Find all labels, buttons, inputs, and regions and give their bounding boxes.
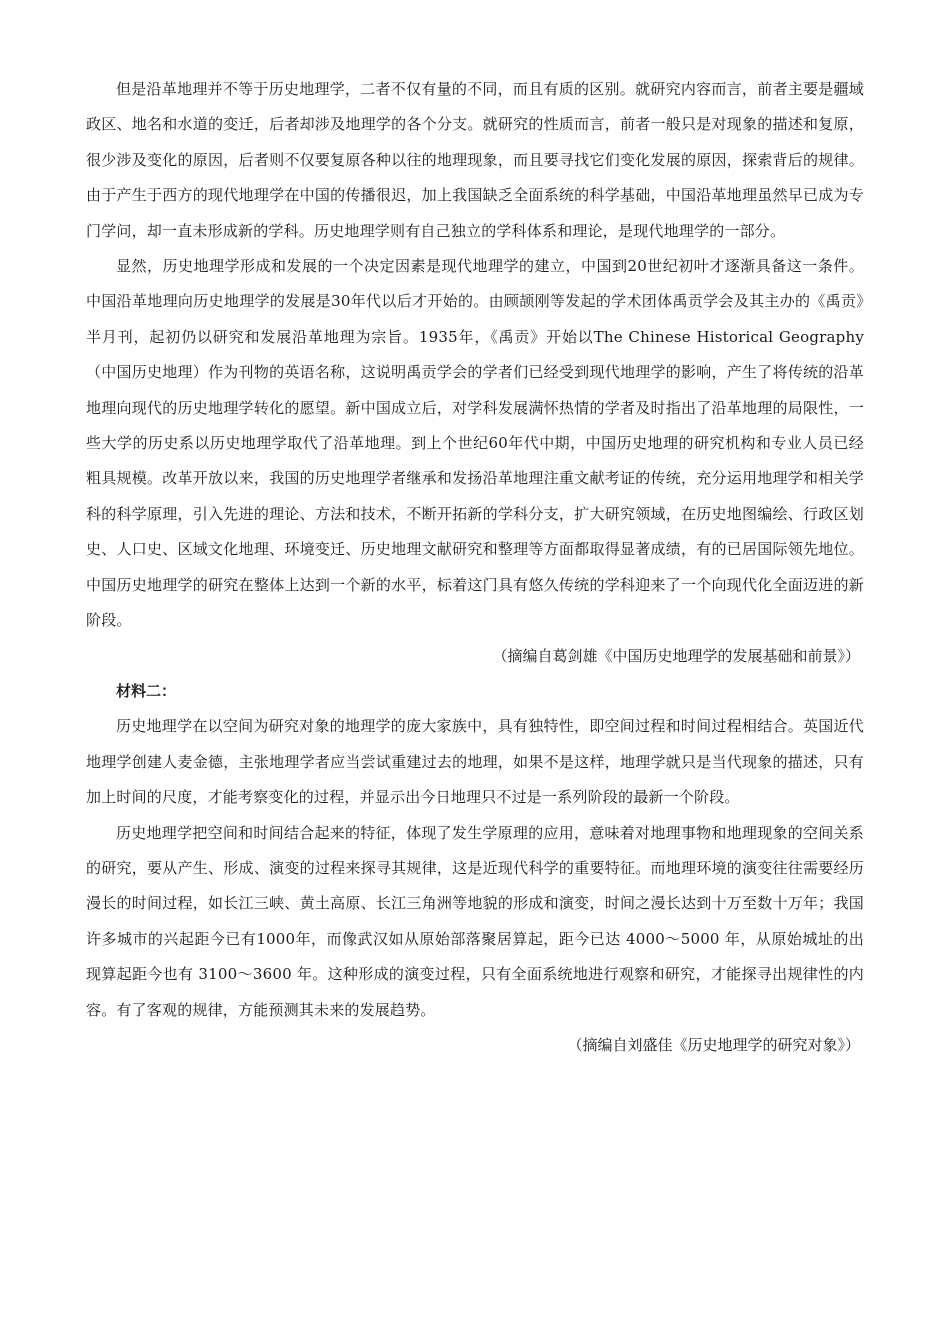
material-two-paragraph-1: 历史地理学在以空间为研究对象的地理学的庞大家族中，具有独特性，即空间过程和时间过程相结合。英国近代地理学创建人麦金德，主张地理学者应当尝试重建过去的地理，如果不是这样，地理学就只是当代现象的描述，只有加上时间的尺度，才能考察变化的过程，并显示出今日地理只不过是一系列阶段的最新一个阶段。 (86, 717, 864, 807)
material-one-paragraph-1: 但是沿革地理并不等于历史地理学，二者不仅有量的不同，而且有质的区别。就研究内容而言，前者主要是疆域政区、地名和水道的变迁，后者却涉及地理学的各个分支。就研究的性质而言，前者一般只是对现象的描述和复原，很少涉及变化的原因，后者则不仅要复原各种以往的地理现象，而且要寻找它们变化发展的原因，探索背后的规律。由于产生于西方的现代地理学在中国的传播很迟，加上我国缺乏全面系统的科学基础，中国沿革地理虽然早已成为专门学问，却一直未形成新的学科。历史地理学则有自己独立的学科体系和理论，是现代地理学的一部分。 (86, 80, 864, 240)
document-page (86, 72, 864, 1063)
material-two-paragraph-2: 历史地理学把空间和时间结合起来的特征，体现了发生学原理的应用，意味着对地理事物和地理现象的空间关系的研究，要从产生、形成、演变的过程来探寻其规律，这是近现代科学的重要特征。而地理环境的演变往往需要经历漫长的时间过程，如长江三峡、黄土高原、长江三角洲等地貌的形成和演变，时间之漫长达到十万至数十万年；我国许多城市的兴起距今已有1000年，而像武汉如从原始部落聚居算起，距今已达 4000～5000 年，从原始城址的出现算起距今也有 3100～3600 年。这种形成的演变过程，只有全面系统地进行观察和研究，才能探寻出规律性的内容。有了客观的规律，方能预测其未来的发展趋势。 (86, 823, 864, 1019)
material-two-heading: 材料二： (116, 681, 177, 700)
material-two-source: （摘编自刘盛佳《历史地理学的研究对象》） (567, 1035, 860, 1054)
material-one-paragraph-2: 显然，历史地理学形成和发展的一个决定因素是现代地理学的建立，中国到20世纪初叶才逐渐具备这一条件。中国沿革地理向历史地理学的发展是30年代以后才开始的。由顾颉刚等发起的学术团体禹贡学会及其主办的《禹贡》半月刊，起初仍以研究和发展沿革地理为宗旨。1935年，《禹贡》开始以The Chinese Historical Geography （中国历史地理）作为刊物的英语名称，这说明禹贡学会的学者们已经受到现代地理学的影响，产生了将传统的沿革地理向现代的历史地理学转化的愿望。新中国成立后，对学科发展满怀热情的学者及时指出了沿革地理的局限性，一些大学的历史系以历史地理学取代了沿革地理。到上个世纪60年代中期，中国历史地理的研究机构和专业人员已经粗具规模。改革开放以来，我国的历史地理学者继承和发扬沿革地理注重文献考证的传统，充分运用地理学和相关学科的科学原理，引入先进的理论、方法和技术，不断开拓新的学科分支，扩大研究领域，在历史地图编绘、行政区划史、人口史、区域文化地理、环境变迁、历史地理文献研究和整理等方面都取得显著成绩，有的已居国际领先地位。中国历史地理学的研究在整体上达到一个新的水平，标着这门具有悠久传统的学科迎来了一个向现代化全面迈进的新阶段。 (86, 257, 864, 630)
material-one-source: （摘编自葛剑雄《中国历史地理学的发展基础和前景》） (492, 646, 860, 665)
